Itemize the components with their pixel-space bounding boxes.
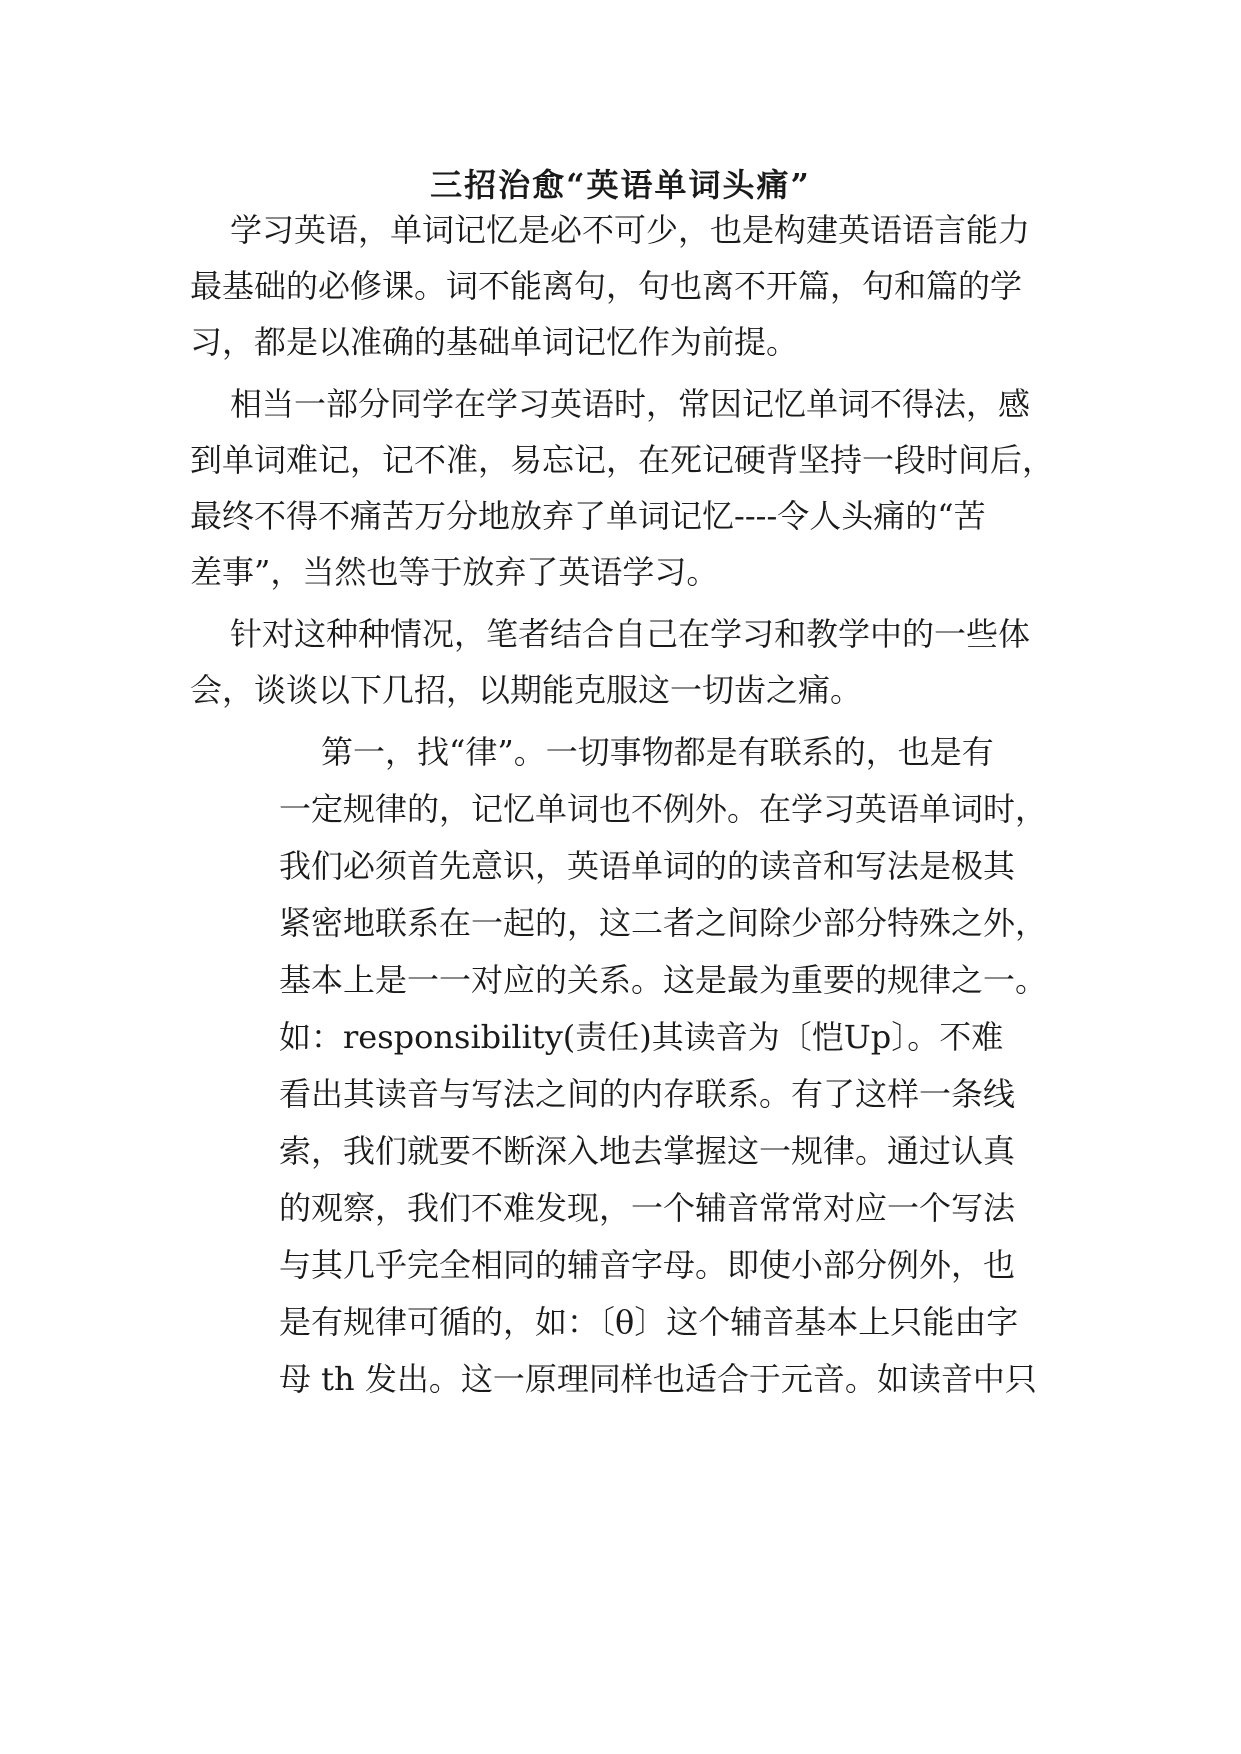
paragraph-3-line-2: 会，谈谈以下几招，以期能克服这一切齿之痛。 xyxy=(190,671,863,709)
paragraph-4-line-6: 如：responsibility(责任)其读音为〔恺Up〕。不难 xyxy=(279,1018,1004,1056)
paragraph-4-line-11: 是有规律可循的，如：〔θ〕这个辅音基本上只能由字 xyxy=(279,1303,1019,1341)
paragraph-4-line-8: 索，我们就要不断深入地去掌握这一规律。通过认真 xyxy=(279,1132,1016,1170)
document-title: 三招治愈“英语单词头痛” xyxy=(430,166,811,204)
paragraph-2-line-2: 到单词难记，记不准，易忘记，在死记硬背坚持一段时间后， xyxy=(190,441,1055,479)
paragraph-2-line-1: 相当一部分同学在学习英语时，常因记忆单词不得法，感 xyxy=(230,385,1031,423)
paragraph-3-line-1: 针对这种种情况，笔者结合自己在学习和教学中的一些体 xyxy=(230,615,1031,653)
paragraph-4-line-10: 与其几乎完全相同的辅音字母。即使小部分例外，也 xyxy=(279,1246,1016,1284)
paragraph-4-line-5: 基本上是一一对应的关系。这是最为重要的规律之一。 xyxy=(279,961,1048,999)
paragraph-4-line-9: 的观察，我们不难发现，一个辅音常常对应一个写法 xyxy=(279,1189,1016,1227)
paragraph-2-line-3: 最终不得不痛苦万分地放弃了单词记忆----令人头痛的“苦 xyxy=(190,497,986,535)
paragraph-1-line-1: 学习英语，单词记忆是必不可少，也是构建英语语言能力 xyxy=(230,211,1031,249)
paragraph-4-line-4: 紧密地联系在一起的，这二者之间除少部分特殊之外， xyxy=(279,904,1048,942)
paragraph-4-line-1: 第一，找“律”。一切事物都是有联系的，也是有 xyxy=(321,733,994,771)
paragraph-4-line-2: 一定规律的，记忆单词也不例外。在学习英语单词时， xyxy=(279,790,1048,828)
paragraph-1-line-2: 最基础的必修课。词不能离句，句也离不开篇，句和篇的学 xyxy=(190,267,1023,305)
paragraph-4-line-3: 我们必须首先意识，英语单词的的读音和写法是极其 xyxy=(279,847,1016,885)
paragraph-4-line-12: 母 th 发出。这一原理同样也适合于元音。如读音中只 xyxy=(279,1360,1037,1398)
paragraph-1-line-3: 习，都是以准确的基础单词记忆作为前提。 xyxy=(190,323,799,361)
paragraph-4-line-7: 看出其读音与写法之间的内存联系。有了这样一条线 xyxy=(279,1075,1016,1113)
paragraph-2-line-4: 差事”，当然也等于放弃了英语学习。 xyxy=(190,553,719,591)
